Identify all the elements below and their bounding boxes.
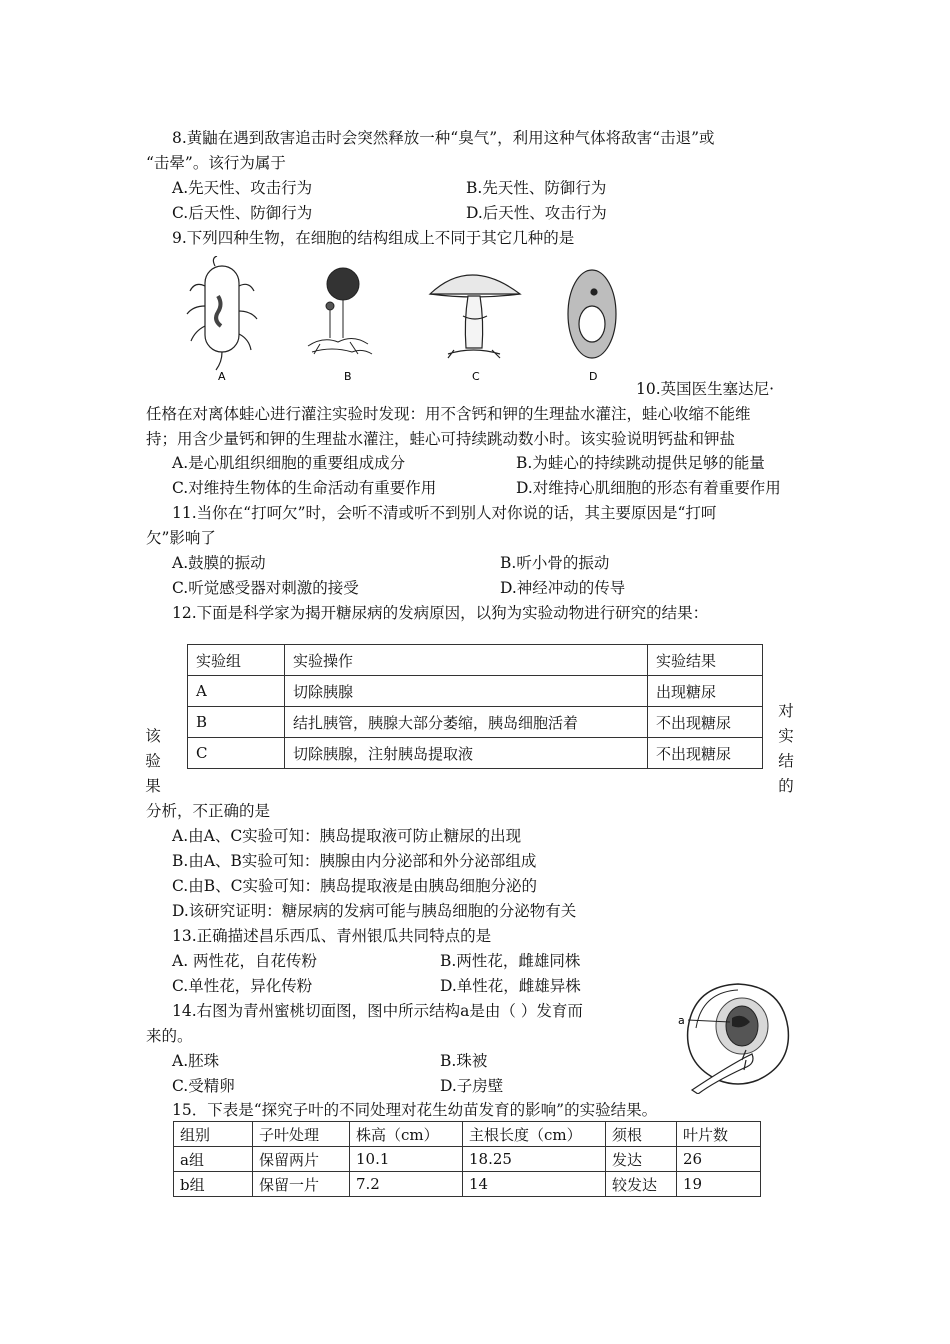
table-cell: a组 bbox=[174, 1147, 253, 1172]
table-header-cell: 实验结果 bbox=[648, 645, 763, 676]
wrap-char: 对 bbox=[778, 702, 794, 720]
q13-stem: 13.正确描述昌乐西瓜、青州银瓜共同特点的是 bbox=[172, 927, 492, 945]
mushroom-figure bbox=[430, 275, 520, 358]
q12-option-a: A.由A、C实验可知：胰岛提取液可防止糖尿的出现 bbox=[172, 827, 522, 845]
q12-stem: 12.下面是科学家为揭开糖尿病的发病原因，以狗为实验动物进行研究的结果： bbox=[172, 604, 709, 622]
table-cell: 切除胰腺，注射胰岛提取液 bbox=[285, 738, 648, 769]
wrap-char: 结 bbox=[778, 752, 794, 770]
table-cell: 19 bbox=[677, 1172, 761, 1197]
table-header-cell: 实验操作 bbox=[285, 645, 648, 676]
q8-option-c: C.后天性、防御行为 bbox=[172, 204, 313, 222]
table-cell: 保留一片 bbox=[253, 1172, 350, 1197]
q14-line1: 14.右图为青州蜜桃切面图，图中所示结构a是由（ ）发育而 bbox=[172, 1002, 583, 1020]
table-cell: 不出现糖尿 bbox=[648, 738, 763, 769]
q10-line2: 任格在对离体蛙心进行灌注实验时发现：用不含钙和钾的生理盐水灌注，蛙心收缩不能维 bbox=[146, 405, 751, 423]
table-row bbox=[174, 1147, 761, 1172]
q12-option-c: C.由B、C实验可知：胰岛提取液是由胰岛细胞分泌的 bbox=[172, 877, 537, 895]
q15-table bbox=[173, 1121, 761, 1197]
table-cell: 较发达 bbox=[606, 1172, 677, 1197]
q14-option-c: C.受精卵 bbox=[172, 1077, 235, 1095]
table-header-row bbox=[174, 1122, 761, 1147]
q14-option-d: D.子房壁 bbox=[440, 1077, 504, 1095]
table-row bbox=[188, 707, 763, 738]
q11-option-a: A.鼓膜的振动 bbox=[172, 554, 266, 572]
q12-table bbox=[187, 644, 763, 769]
q14-option-a: A.胚珠 bbox=[172, 1052, 220, 1070]
fig-label-c: C bbox=[472, 370, 480, 383]
table-cell: 保留两片 bbox=[253, 1147, 350, 1172]
bacterium-figure bbox=[187, 256, 257, 370]
table-cell: 18.25 bbox=[463, 1147, 606, 1172]
q11-option-c: C.听觉感受器对刺激的接受 bbox=[172, 579, 359, 597]
q11-line1: 11.当你在“打呵欠”时，会听不清或听不到别人对你说的话，其主要原因是“打呵 bbox=[172, 504, 717, 522]
q8-option-b: B.先天性、防御行为 bbox=[466, 179, 607, 197]
q10-option-b: B.为蛙心的持续跳动提供足够的能量 bbox=[516, 454, 765, 472]
q11-line2: 欠”影响了 bbox=[146, 529, 216, 547]
q13-option-d: D.单性花，雌雄异株 bbox=[440, 977, 581, 995]
q12-tail: 分析，不正确的是 bbox=[146, 802, 271, 820]
wrap-char: 该 bbox=[145, 727, 161, 745]
q11-option-d: D.神经冲动的传导 bbox=[500, 579, 626, 597]
q15-stem: 15．下表是“探究子叶的不同处理对花生幼苗发育的影响”的实验结果。 bbox=[172, 1101, 658, 1119]
q9-stem: 9.下列四种生物，在细胞的结构组成上不同于其它几种的是 bbox=[172, 229, 575, 247]
table-cell: 切除胰腺 bbox=[285, 676, 648, 707]
q10-option-a: A.是心肌组织细胞的重要组成成分 bbox=[172, 454, 406, 472]
table-cell: 发达 bbox=[606, 1147, 677, 1172]
table-cell: B bbox=[188, 707, 285, 738]
yeast-figure bbox=[568, 270, 616, 358]
fig-label-d: D bbox=[589, 370, 598, 383]
table-cell: 26 bbox=[677, 1147, 761, 1172]
table-cell: 7.2 bbox=[350, 1172, 463, 1197]
table-header-cell: 主根长度（cm） bbox=[463, 1122, 606, 1147]
wrap-char: 验 bbox=[145, 752, 161, 770]
q14-line2: 来的。 bbox=[146, 1027, 193, 1045]
table-header-cell: 株高（cm） bbox=[350, 1122, 463, 1147]
wrap-char: 的 bbox=[778, 777, 794, 795]
mold-figure bbox=[308, 268, 372, 354]
table-cell: 10.1 bbox=[350, 1147, 463, 1172]
q10-option-d: D.对维持心肌细胞的形态有着重要作用 bbox=[516, 479, 781, 497]
table-row bbox=[188, 738, 763, 769]
q9-organism-figure bbox=[180, 256, 630, 386]
table-row bbox=[174, 1172, 761, 1197]
table-cell: C bbox=[188, 738, 285, 769]
q13-option-b: B.两性花，雌雄同株 bbox=[440, 952, 581, 970]
table-header-cell: 子叶处理 bbox=[253, 1122, 350, 1147]
q8-line2: “击晕”。该行为属于 bbox=[146, 154, 286, 172]
table-cell: 14 bbox=[463, 1172, 606, 1197]
table-cell: 结扎胰管，胰腺大部分萎缩，胰岛细胞活着 bbox=[285, 707, 648, 738]
table-cell: 出现糖尿 bbox=[648, 676, 763, 707]
table-row bbox=[188, 676, 763, 707]
q12-option-d: D.该研究证明：糖尿病的发病可能与胰岛细胞的分泌物有关 bbox=[172, 902, 577, 920]
q14-option-b: B.珠被 bbox=[440, 1052, 488, 1070]
table-header-cell: 组别 bbox=[174, 1122, 253, 1147]
table-cell: A bbox=[188, 676, 285, 707]
wrap-char: 实 bbox=[778, 727, 794, 745]
q8-option-d: D.后天性、攻击行为 bbox=[466, 204, 607, 222]
table-cell: 不出现糖尿 bbox=[648, 707, 763, 738]
wrap-char: 果 bbox=[145, 777, 161, 795]
q10-line1: 10.英国医生塞达尼· bbox=[636, 380, 775, 398]
table-cell: b组 bbox=[174, 1172, 253, 1197]
q11-option-b: B.听小骨的振动 bbox=[500, 554, 610, 572]
q13-option-a: A. 两性花，自花传粉 bbox=[172, 952, 318, 970]
q8-option-a: A.先天性、攻击行为 bbox=[172, 179, 313, 197]
fig-label-a: A bbox=[218, 370, 226, 383]
table-header-row bbox=[188, 645, 763, 676]
table-header-cell: 实验组 bbox=[188, 645, 285, 676]
table-header-cell: 须根 bbox=[606, 1122, 677, 1147]
fig-label-b: B bbox=[344, 370, 352, 383]
peach-label-a: a bbox=[678, 1014, 685, 1027]
table-header-cell: 叶片数 bbox=[677, 1122, 761, 1147]
q12-option-b: B.由A、B实验可知：胰腺由内分泌部和外分泌部组成 bbox=[172, 852, 537, 870]
q8-line1: 8.黄鼬在遇到敌害追击时会突然释放一种“臭气”，利用这种气体将敌害“击退”或 bbox=[172, 129, 715, 147]
q13-option-c: C.单性花，异化传粉 bbox=[172, 977, 313, 995]
q10-option-c: C.对维持生物体的生命活动有重要作用 bbox=[172, 479, 437, 497]
q10-line3: 持；用含少量钙和钾的生理盐水灌注，蛙心可持续跳动数小时。该实验说明钙盐和钾盐 bbox=[146, 430, 736, 448]
peach-section-figure bbox=[672, 976, 802, 1094]
